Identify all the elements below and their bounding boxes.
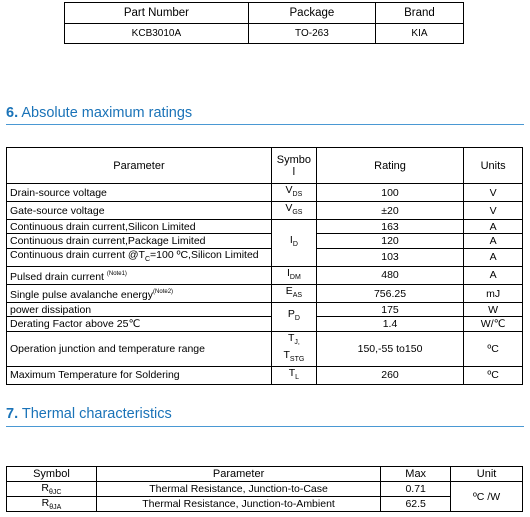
header-max: Max: [381, 467, 451, 482]
unit-cell: W/℃: [464, 317, 523, 331]
rating-cell: 756.25: [316, 284, 463, 302]
symbol-cell: $T_L$: [271, 366, 316, 384]
symbol-cell: $R_{\theta JC}$: [7, 482, 97, 497]
header-symbol: [271, 148, 316, 184]
rating-cell: 480: [316, 266, 463, 284]
section-rule: [6, 426, 524, 427]
rating-cell: 120: [316, 234, 463, 248]
symbol-cell: $E_{AS}$: [271, 284, 316, 302]
symbol-cell: $T_{J,}$ $T_{STG}$: [271, 331, 316, 366]
rating-cell: 1.4: [316, 317, 463, 331]
header-rating: Rating: [316, 148, 463, 184]
header-symbol-line2: l: [292, 165, 296, 178]
table-row: [7, 482, 523, 497]
section-heading-thermal: [6, 406, 172, 422]
symbol-cell-id: $I_D$: [271, 220, 316, 267]
table-row: [7, 234, 523, 248]
symbol-cell: $V_{GS}$: [271, 202, 316, 220]
symbol-cell: $V_{DS}$: [271, 184, 316, 202]
section-heading-abs-max: [6, 105, 192, 121]
param-cell: Gate-source voltage: [7, 202, 272, 220]
param-cell: Continuous drain current $@T_C=100$ ºC,Silicon Limited: [7, 248, 272, 266]
header-brand: Brand: [375, 3, 463, 24]
param-cell: Thermal Resistance, Junction-to-Ambient: [96, 497, 380, 512]
table-row: [7, 366, 523, 384]
unit-cell: A: [464, 234, 523, 248]
unit-cell: A: [464, 266, 523, 284]
param-cell: Derating Factor above 25℃: [7, 317, 272, 331]
max-cell: 0.71: [381, 482, 451, 497]
param-cell: power dissipation: [7, 303, 272, 317]
table-row: [7, 497, 523, 512]
header-units: Units: [464, 148, 523, 184]
unit-cell: V: [464, 184, 523, 202]
param-cell: Pulsed drain current $^{(Note1)}$: [7, 266, 272, 284]
brand-value: KIA: [375, 24, 463, 44]
rating-cell: 103: [316, 248, 463, 266]
param-cell: Operation junction and temperature range: [7, 331, 272, 366]
unit-cell: V: [464, 202, 523, 220]
unit-cell: ºC: [464, 366, 523, 384]
table-row: [7, 266, 523, 284]
part-number-value: KCB3010A: [65, 24, 249, 44]
table-row: [7, 184, 523, 202]
param-cell: Drain-source voltage: [7, 184, 272, 202]
section-number: 7.: [6, 406, 19, 422]
param-cell: Continuous drain current,Silicon Limited: [7, 220, 272, 234]
symbol-cell: $I_{DM}$: [271, 266, 316, 284]
header-symbol: Symbol: [7, 467, 97, 482]
header-parameter: Parameter: [96, 467, 380, 482]
rating-cell: ±20: [316, 202, 463, 220]
table-row: [7, 248, 523, 266]
header-symbol-line1: Symbo: [276, 153, 312, 166]
table-row: [7, 303, 523, 317]
rating-cell: 100: [316, 184, 463, 202]
rating-cell: 260: [316, 366, 463, 384]
header-part-number: Part Number: [65, 3, 249, 24]
unit-cell: mJ: [464, 284, 523, 302]
table-row: [7, 220, 523, 234]
table-row: [7, 284, 523, 302]
symbol-cell-pd: $P_D$: [271, 303, 316, 332]
table-row: [7, 331, 523, 366]
part-info-table: [64, 2, 464, 44]
unit-cell: W: [464, 303, 523, 317]
param-cell: Maximum Temperature for Soldering: [7, 366, 272, 384]
unit-cell: A: [464, 248, 523, 266]
param-cell: Single pulse avalanche energy$^{(Note2)}$: [7, 284, 272, 302]
thermal-characteristics-table: [6, 466, 523, 512]
rating-cell: 150,-55 to150: [316, 331, 463, 366]
section-number: 6.: [6, 105, 19, 121]
table-row: [7, 202, 523, 220]
max-cell: 62.5: [381, 497, 451, 512]
symbol-cell: $R_{\theta JA}$: [7, 497, 97, 512]
section-rule: [6, 124, 524, 125]
header-parameter: Parameter: [7, 148, 272, 184]
package-value: TO-263: [248, 24, 375, 44]
unit-cell: ºC /W: [451, 482, 523, 512]
section-title: Thermal characteristics: [21, 406, 172, 422]
header-unit: Unit: [451, 467, 523, 482]
param-cell: Thermal Resistance, Junction-to-Case: [96, 482, 380, 497]
param-cell: Continuous drain current,Package Limited: [7, 234, 272, 248]
rating-cell: 163: [316, 220, 463, 234]
table-row: [7, 317, 523, 331]
unit-cell: ºC: [464, 331, 523, 366]
unit-cell: A: [464, 220, 523, 234]
header-package: Package: [248, 3, 375, 24]
rating-cell: 175: [316, 303, 463, 317]
section-title: Absolute maximum ratings: [21, 105, 193, 121]
absolute-max-ratings-table: [6, 147, 523, 385]
